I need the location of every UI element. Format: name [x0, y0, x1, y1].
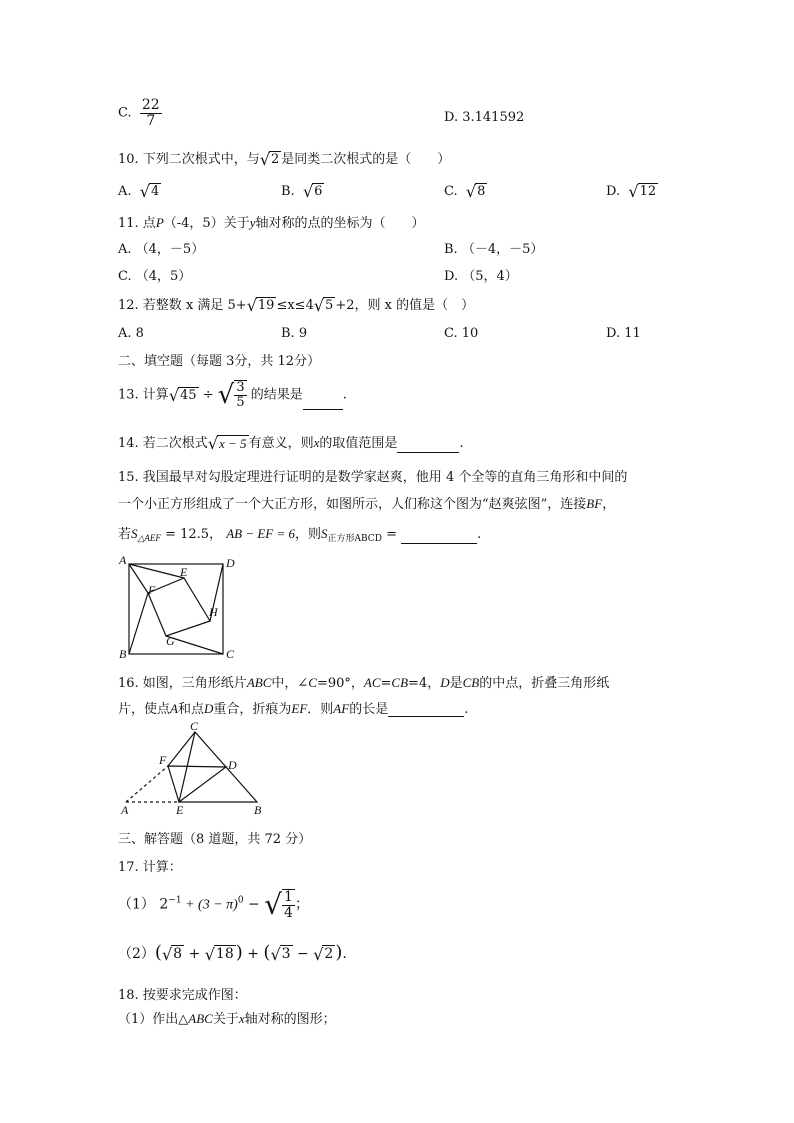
- label-B: B: [254, 803, 262, 816]
- q9-option-c[interactable]: C. $\frac{22}{7}$: [118, 97, 160, 129]
- label-E: E: [180, 565, 188, 579]
- q11-option-d[interactable]: D. （5，4）: [444, 269, 518, 284]
- sqrt-2: √2: [259, 150, 280, 169]
- label-F: F: [148, 583, 156, 597]
- q18-part1: （1）作出△ABC关于x轴对称的图形；: [118, 1011, 336, 1027]
- dashed-af: [126, 766, 168, 802]
- q15-line3: 若$S_{\triangle AEF} = 12.5$， AB − EF = 6，则$S_{正方形ABCD}$ = .: [118, 526, 482, 544]
- q13: 13. 计算√45 ÷ √ $\frac{3}{5}$ 的结果是 .: [118, 380, 347, 410]
- label-E: E: [176, 803, 184, 816]
- q15-line2: 一个小正方形组成了一个大正方形，如图所示，人们称这个图为“赵爽弦图”，连接BF，: [118, 496, 616, 512]
- label-H: H: [209, 605, 218, 619]
- label-D: D: [226, 556, 235, 570]
- q12-option-d[interactable]: D. 11: [606, 326, 641, 341]
- q17-title: 17. 计算：: [118, 860, 182, 875]
- q14: 14. 若二次根式√x − 5 有意义，则x的取值范围是 .: [118, 434, 464, 453]
- q11-option-c[interactable]: C. （4，5）: [118, 269, 192, 284]
- q18-title: 18. 按要求完成作图：: [118, 988, 247, 1003]
- q11-stem: 11. 点P（-4，5）关于y轴对称的点的坐标为（ ）: [118, 215, 425, 231]
- section-2-title: 二、填空题（每题 3分，共 12分）: [118, 354, 321, 369]
- q16-answer-blank[interactable]: [388, 702, 464, 717]
- folded-triangle-fed: [168, 766, 226, 802]
- q10-option-d[interactable]: D. √12: [606, 182, 657, 201]
- fraction-22-7: $\frac{22}{7}$: [141, 97, 160, 129]
- label-A: A: [119, 554, 127, 567]
- q14-answer-blank[interactable]: [397, 438, 459, 453]
- q17-part2: （2）(√8 + √18 ) + (√3 − √2 ).: [118, 942, 347, 964]
- q11-option-a[interactable]: A. （4，－5）: [118, 242, 205, 257]
- label-D: D: [228, 758, 237, 772]
- q9-option-d[interactable]: D. 3.141592: [444, 110, 525, 125]
- zhao-shuang-figure: [116, 554, 246, 660]
- q12-option-a[interactable]: A. 8: [118, 326, 144, 341]
- q12-option-b[interactable]: B. 9: [281, 326, 308, 341]
- q16-line2: 片，使点A和点D重合，折痕为EF．则AF的长是 .: [118, 701, 469, 717]
- label-G: G: [166, 634, 175, 648]
- label-C: C: [226, 647, 235, 660]
- q10-option-c[interactable]: C. √8: [444, 182, 486, 201]
- label-F: F: [159, 753, 167, 767]
- q10-stem: 10. 下列二次根式中，与√2 是同类二次根式的是（ ）: [118, 150, 451, 169]
- q15-answer-blank[interactable]: [401, 529, 477, 544]
- q16-line1: 16. 如图，三角形纸片ABC中，∠C=90°，AC=CB=4，D是CB的中点，折叠三角形纸: [118, 675, 610, 691]
- folded-triangle-figure: [116, 722, 276, 816]
- inner-square: [148, 578, 210, 636]
- q10-option-b[interactable]: B. √6: [281, 182, 323, 201]
- q11-option-b[interactable]: B. （－4，－5）: [444, 242, 544, 257]
- q15-line1: 15. 我国最早对勾股定理进行证明的是数学家赵爽，他用 4 个全等的直角三角形和中间的: [118, 470, 628, 485]
- q12-stem: 12. 若整数 x 满足 5+√19 ≤x≤4√5 +2，则 x 的值是（ ）: [118, 296, 475, 315]
- label-C: C: [190, 722, 199, 733]
- label-B: B: [119, 647, 127, 660]
- q12-option-c[interactable]: C. 10: [444, 326, 479, 341]
- section-3-title: 三、解答题（8 道题，共 72 分）: [118, 832, 312, 847]
- q17-part1: （1） $2^{-1} + (3 - \pi)^0$ − √ $\frac{1}{4}$ ；: [118, 888, 309, 921]
- q10-option-a[interactable]: A. √4: [118, 182, 160, 201]
- label-A: A: [121, 803, 129, 816]
- q13-answer-blank[interactable]: [303, 395, 343, 410]
